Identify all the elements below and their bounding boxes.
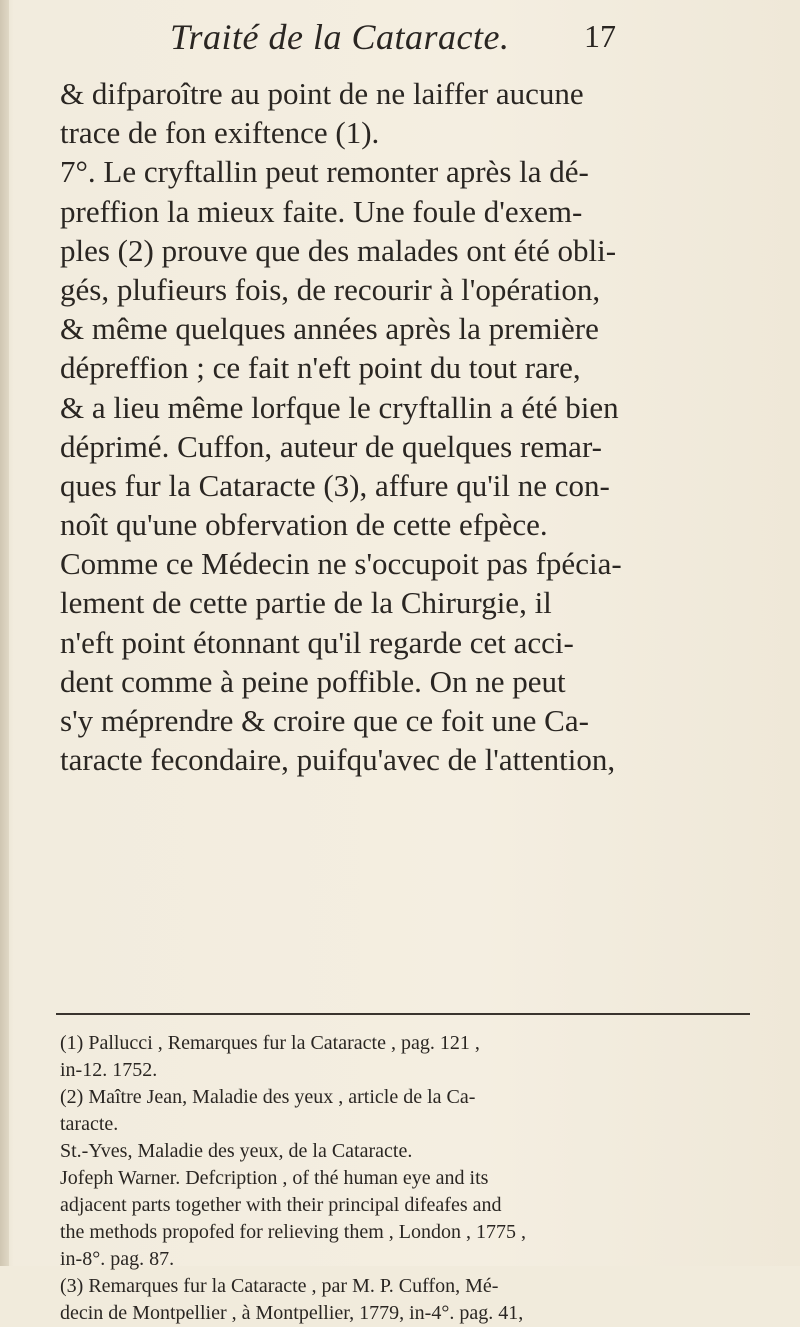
footnote-line: St.-Yves, Maladie des yeux, de la Cataracte. — [60, 1140, 413, 1162]
text-line: noît qu'une obfervation de cette efpèce. — [60, 507, 548, 543]
footnote-line: decin de Montpellier , à Montpellier, 1779, in-4°. pag. 41, — [60, 1302, 524, 1324]
text-line: dent comme à peine poffible. On ne peut — [60, 663, 566, 699]
footnote-line: (2) Maître Jean, Maladie des yeux , article de la Ca- — [60, 1086, 476, 1108]
text-line: taracte fecondaire, puifqu'avec de l'attention, — [60, 742, 616, 778]
running-title: Traité de la Cataracte. — [170, 17, 510, 57]
text-line: lement de cette partie de la Chirurgie, il — [60, 585, 552, 621]
footnote-line: in-8°. pag. 87. — [60, 1248, 175, 1270]
text-line: preffion la mieux faite. Une foule d'exem- — [60, 193, 583, 229]
text-line: & a lieu même lorfque le cryftallin a été bien — [60, 389, 619, 425]
footnotes — [60, 1030, 760, 1327]
text-line: 7°. Le cryftallin peut remonter après la dé- — [60, 154, 589, 190]
text-line: ques fur la Cataracte (3), affure qu'il ne con- — [60, 467, 610, 503]
text-line: gés, plufieurs fois, de recourir à l'opération, — [60, 271, 601, 307]
footnote-line: Jofeph Warner. Defcription , of thé human eye and its — [60, 1167, 489, 1189]
footnote-line: in-12. 1752. — [60, 1059, 158, 1081]
text-line: Comme ce Médecin ne s'occupoit pas fpécia- — [60, 546, 622, 582]
footnote-line: (3) Remarques fur la Cataracte , par M. P. Cuffon, Mé- — [60, 1275, 499, 1297]
footnote-line: taracte. — [60, 1113, 119, 1135]
text-line: & difparoître au point de ne laiffer aucune — [60, 76, 584, 111]
main-text — [60, 74, 760, 779]
page-number: 17 — [584, 18, 616, 54]
footnote-line: (1) Pallucci , Remarques fur la Cataracte , pag. 121 , — [60, 1032, 480, 1054]
text-line: ples (2) prouve que des malades ont été obli- — [60, 232, 617, 268]
page-binding-edge — [0, 0, 9, 1266]
text-line: dépreffion ; ce fait n'eft point du tout rare, — [60, 350, 581, 386]
text-line: déprimé. Cuffon, auteur de quelques remar- — [60, 428, 602, 464]
page-header — [60, 16, 750, 76]
footnote-separator-rule — [56, 1013, 750, 1015]
text-line: trace de fon exiftence (1). — [60, 115, 380, 151]
footnote-line: adjacent parts together with their principal difeafes and — [60, 1194, 502, 1216]
text-line: n'eft point étonnant qu'il regarde cet acci- — [60, 624, 574, 660]
text-line: s'y méprendre & croire que ce foit une Ca- — [60, 703, 589, 738]
footnote-line: the methods propofed for relieving them , London , 1775 , — [60, 1221, 527, 1243]
text-line: & même quelques années après la première — [60, 311, 599, 347]
